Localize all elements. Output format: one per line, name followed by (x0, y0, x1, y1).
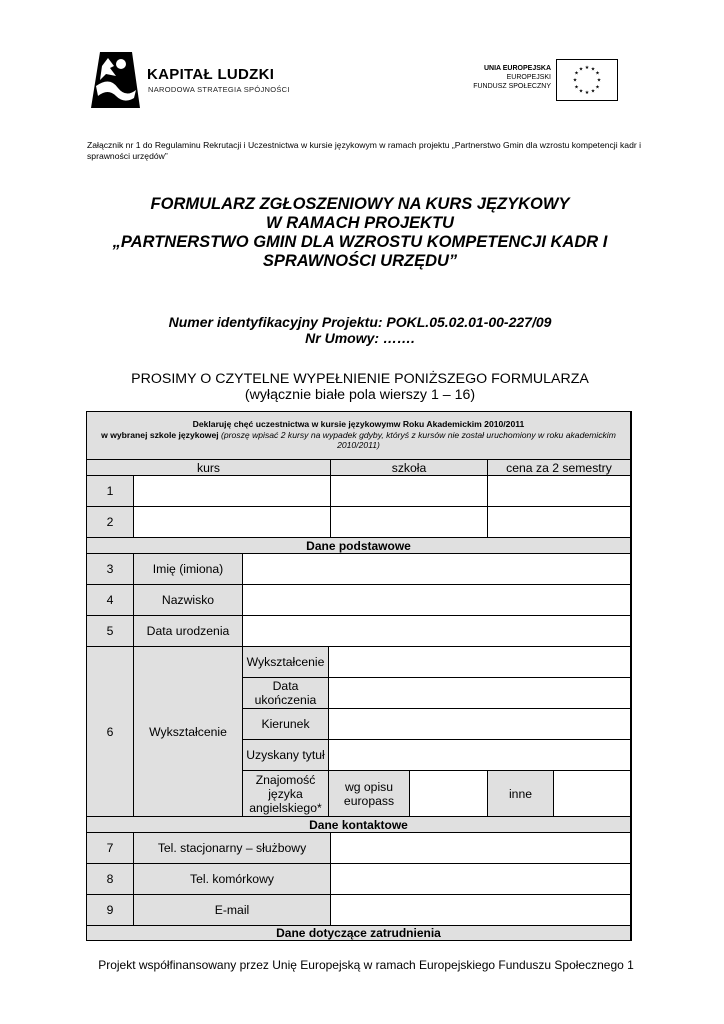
title-line-1: FORMULARZ ZGŁOSZENIOWY NA KURS JĘZYKOWY (150, 195, 570, 213)
header-cena: cena za 2 semestry (488, 460, 631, 476)
label-email: E-mail (134, 895, 331, 926)
label-mobile: Tel. komórkowy (134, 864, 331, 895)
annex-note (87, 140, 647, 162)
label-first-name: Imię (imiona) (134, 554, 243, 585)
svg-text:★: ★ (590, 66, 596, 73)
row-number-1: 1 (87, 476, 134, 507)
annex-text: Załącznik nr 1 do Regulaminu Rekrutacji i Uczestnictwa w kursie językowym w ramach projektu „Partnerstwo Gmin dla wzrostu kompetencji kadr i sprawności urzędów” (87, 140, 642, 161)
eu-line-3: FUNDUSZ SPOŁECZNY (473, 83, 551, 90)
header-szkola: szkoła (331, 460, 488, 476)
row-number-8: 8 (87, 864, 134, 895)
course-1-cena-input[interactable] (488, 476, 631, 507)
row-number-5: 5 (87, 616, 134, 647)
eu-logo-text (455, 64, 551, 91)
label-last-name: Nazwisko (134, 585, 243, 616)
svg-text:★: ★ (572, 77, 578, 84)
instructions (90, 371, 630, 403)
course-2-cena-input[interactable] (488, 507, 631, 538)
label-education-level: Wykształcenie (243, 647, 329, 678)
title-line-3: „PARTNERSTWO GMIN DLA WZROSTU KOMPETENCJI KADR I (112, 233, 608, 251)
education-level-input[interactable] (329, 647, 631, 678)
declaration-cell (87, 412, 631, 460)
label-landline: Tel. stacjonarny – służbowy (134, 833, 331, 864)
first-name-input[interactable] (243, 554, 631, 585)
row-number-4: 4 (87, 585, 134, 616)
row-number-2: 2 (87, 507, 134, 538)
declaration-line-1: Deklaruję chęć uczestnictwa w kursie językowymw Roku Akademickim 2010/2011 (192, 419, 525, 429)
section-basic-data: Dane podstawowe (87, 538, 631, 554)
svg-text:★: ★ (574, 70, 579, 77)
section-employment-data: Dane dotyczące zatrudnienia (87, 926, 631, 940)
form-title (90, 195, 630, 271)
svg-text:★: ★ (595, 70, 600, 77)
instructions-line-1: PROSIMY O CZYTELNE WYPEŁNIENIE PONIŻSZEGO FORMULARZA (131, 371, 589, 387)
landline-input[interactable] (331, 833, 631, 864)
field-of-study-input[interactable] (329, 709, 631, 740)
label-field-of-study: Kierunek (243, 709, 329, 740)
birth-date-input[interactable] (243, 616, 631, 647)
declaration-line-2-italic: (proszę wpisać 2 kursy na wypadek gdyby, któryś z kursów nie został uruchomiony w roku akademickim 2010/2011) (218, 429, 616, 450)
english-europass-input[interactable] (410, 771, 488, 817)
email-input[interactable] (331, 895, 631, 926)
label-english-skill: Znajomość języka angielskiego* (243, 771, 329, 817)
row-number-9: 9 (87, 895, 134, 926)
page-footer: Projekt współfinansowany przez Unię Europejską w ramach Europejskiego Funduszu Społecznego 1 (98, 958, 634, 972)
svg-text:★: ★ (574, 84, 579, 91)
title-line-2: W RAMACH PROJEKTU (266, 214, 454, 232)
course-1-szkola-input[interactable] (331, 476, 488, 507)
last-name-input[interactable] (243, 585, 631, 616)
svg-text:★: ★ (578, 66, 584, 73)
label-other: inne (488, 771, 554, 817)
eu-flag-icon (556, 59, 618, 101)
course-2-szkola-input[interactable] (331, 507, 488, 538)
course-1-kurs-input[interactable] (134, 476, 331, 507)
svg-text:★: ★ (584, 90, 590, 96)
kapital-ludzki-title: KAPITAŁ LUDZKI (147, 66, 275, 83)
course-2-kurs-input[interactable] (134, 507, 331, 538)
section-contact-data: Dane kontaktowe (87, 817, 631, 833)
declaration-line-2-bold: w wybranej szkole językowej (101, 429, 219, 440)
row-number-3: 3 (87, 554, 134, 585)
label-graduation-date: Data ukończenia (243, 678, 329, 709)
row-number-6: 6 (87, 647, 134, 817)
title-line-4: SPRAWNOŚCI URZĘDU” (262, 252, 458, 270)
project-id: Numer identyfikacyjny Projektu: POKL.05.02.01-00-227/09 (168, 314, 552, 330)
eu-line-2: EUROPEJSKI (506, 74, 551, 81)
degree-input[interactable] (329, 740, 631, 771)
mobile-input[interactable] (331, 864, 631, 895)
kapital-ludzki-subtitle: NARODOWA STRATEGIA SPÓJNOŚCI (148, 85, 290, 94)
graduation-date-input[interactable] (329, 678, 631, 709)
label-degree: Uzyskany tytuł (243, 740, 329, 771)
svg-text:★: ★ (578, 88, 584, 95)
contract-number: Nr Umowy: ……. (305, 330, 415, 346)
label-birth-date: Data urodzenia (134, 616, 243, 647)
eu-line-1: UNIA EUROPEJSKA (483, 65, 551, 72)
svg-text:★: ★ (590, 88, 596, 95)
application-form-table (86, 411, 632, 941)
svg-text:★: ★ (584, 65, 590, 71)
label-education: Wykształcenie (134, 647, 243, 817)
svg-text:★: ★ (596, 77, 602, 84)
header-kurs: kurs (87, 460, 331, 476)
label-europass: wg opisu europass (329, 771, 410, 817)
project-info (90, 314, 630, 346)
english-other-input[interactable] (554, 771, 631, 817)
row-number-7: 7 (87, 833, 134, 864)
instructions-line-2: (wyłącznie białe pola wierszy 1 – 16) (244, 387, 476, 403)
svg-text:★: ★ (595, 84, 600, 91)
